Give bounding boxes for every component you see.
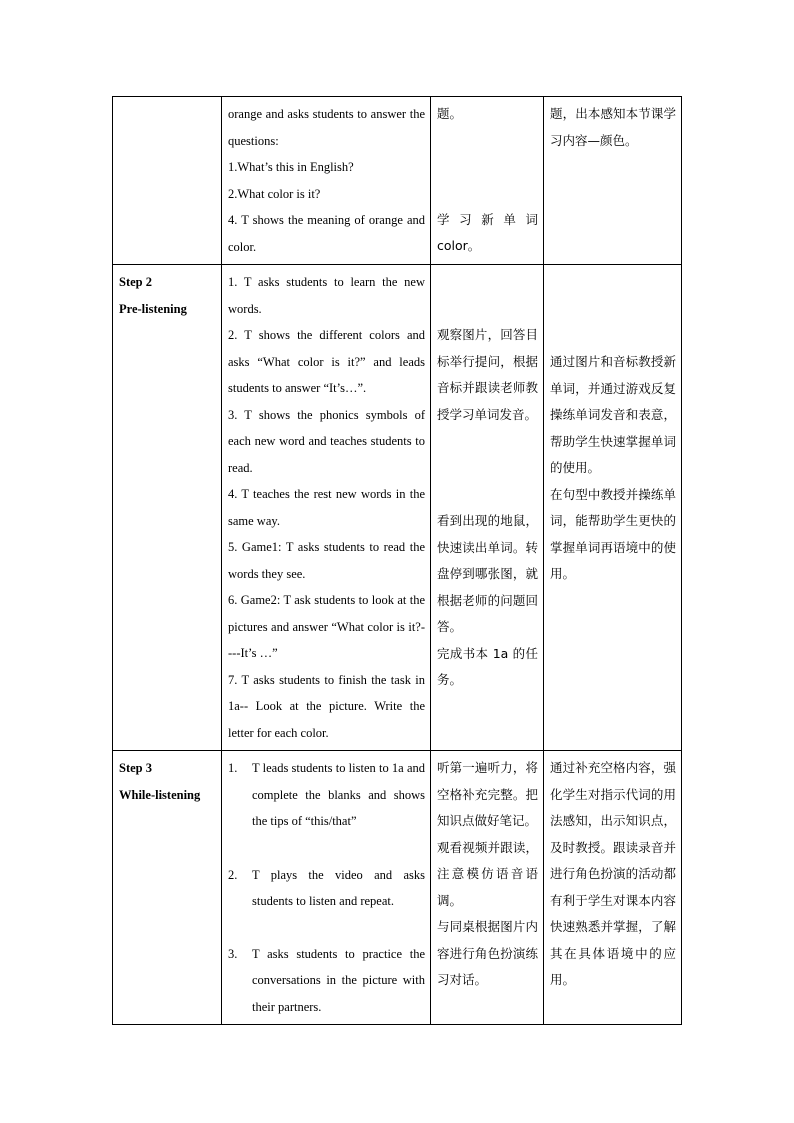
list-text: T plays the video and asks students to listen and repeat. [252,867,425,908]
step-cell [113,751,222,1025]
list-number: 1. [228,761,238,775]
purpose-cell [544,265,682,751]
student-activity-cell [431,265,544,751]
purpose-cell [544,97,682,265]
step-number: Step 2 [119,275,152,289]
teacher-activity-cell [222,97,431,265]
teacher-activity-line: 2. T shows the different colors and asks “What color is it?” and leads students to answer “It’s…”. [228,328,425,395]
teacher-activity-line: 1.What’s this in English? [228,160,354,174]
purpose-text: 通过图片和音标教授新单词，并通过游戏反复操练单词发音和表意，帮助学生快速掌握单词的使用。 [550,354,676,475]
teacher-activity-line: 3. T shows the phonics symbols of each new word and teaches students to read. [228,407,425,475]
step-cell [113,97,222,265]
student-activity-line: 与同桌根据图片内容进行角色扮演练习对话。 [437,919,538,987]
student-activity-cell [431,97,544,265]
student-activity-line: 观察图片，回答目标举行提问，根据音标并跟读老师教授学习单词发音。 [437,327,538,422]
purpose-text: 通过补充空格内容，强化学生对指示代词的用法感知，出示知识点，及时教授。跟读录音并进行角色扮演的活动都有利于学生对课本内容快速熟悉并掌握，了解其在具体语境中的应用。 [550,760,676,987]
purpose-text: 题，出本感知本节课学习内容—颜色。 [550,106,676,148]
student-activity-cell [431,751,544,1025]
table-row [113,265,682,751]
student-activity-line: 完成书本 1a 的任务。 [437,645,538,687]
step-cell [113,265,222,751]
list-number: 3. [228,946,238,961]
student-activity-line: 观看视频并跟读，注意模仿语音语调。 [437,839,538,908]
teacher-activity-line: 2.What color is it? [228,186,321,201]
list-item [228,862,425,915]
table-row [113,97,682,265]
list-text: T leads students to listen to 1a and complete the blanks and shows the tips of “this/that” [252,761,425,828]
lesson-plan-table [112,96,682,1025]
list-number: 2. [228,867,238,882]
teacher-activity-line: orange and asks students to answer the questions: [228,107,425,148]
student-activity-line: 题。 [437,106,463,121]
student-activity-line: 听第一遍听力，将空格补充完整。把知识点做好笔记。 [437,760,538,828]
teacher-activity-line: 1. T asks students to learn the new words. [228,275,425,316]
list-text: T asks students to practice the conversations in the picture with their partners. [252,946,425,1014]
step-name: While-listening [119,787,201,802]
teacher-activity-cell [222,265,431,751]
teacher-activity-line: 4. T shows the meaning of orange and color. [228,213,425,254]
teacher-activity-line: 6. Game2: T ask students to look at the pictures and answer “What color is it?----It’s …” [228,593,425,660]
step-name: Pre-listening [119,301,187,316]
student-activity-line: 看到出现的地鼠，快速读出单词。转盘停到哪张图，就根据老师的问题回答。 [437,513,538,634]
student-activity-line: 学 习 新 单 词 color。 [437,211,538,253]
purpose-cell [544,751,682,1025]
teacher-activity-list [228,755,425,1020]
list-item [228,755,425,835]
table-row [113,751,682,1025]
list-item [228,941,425,1021]
teacher-activity-line: 7. T asks students to finish the task in 1a-- Look at the picture. Write the letter for each color. [228,672,425,740]
teacher-activity-line: 5. Game1: T asks students to read the words they see. [228,540,425,581]
teacher-activity-line: 4. T teaches the rest new words in the same way. [228,487,425,528]
purpose-text: 在句型中教授并操练单词，能帮助学生更快的掌握单词再语境中的使用。 [550,486,676,581]
step-number: Step 3 [119,761,152,775]
teacher-activity-cell [222,751,431,1025]
